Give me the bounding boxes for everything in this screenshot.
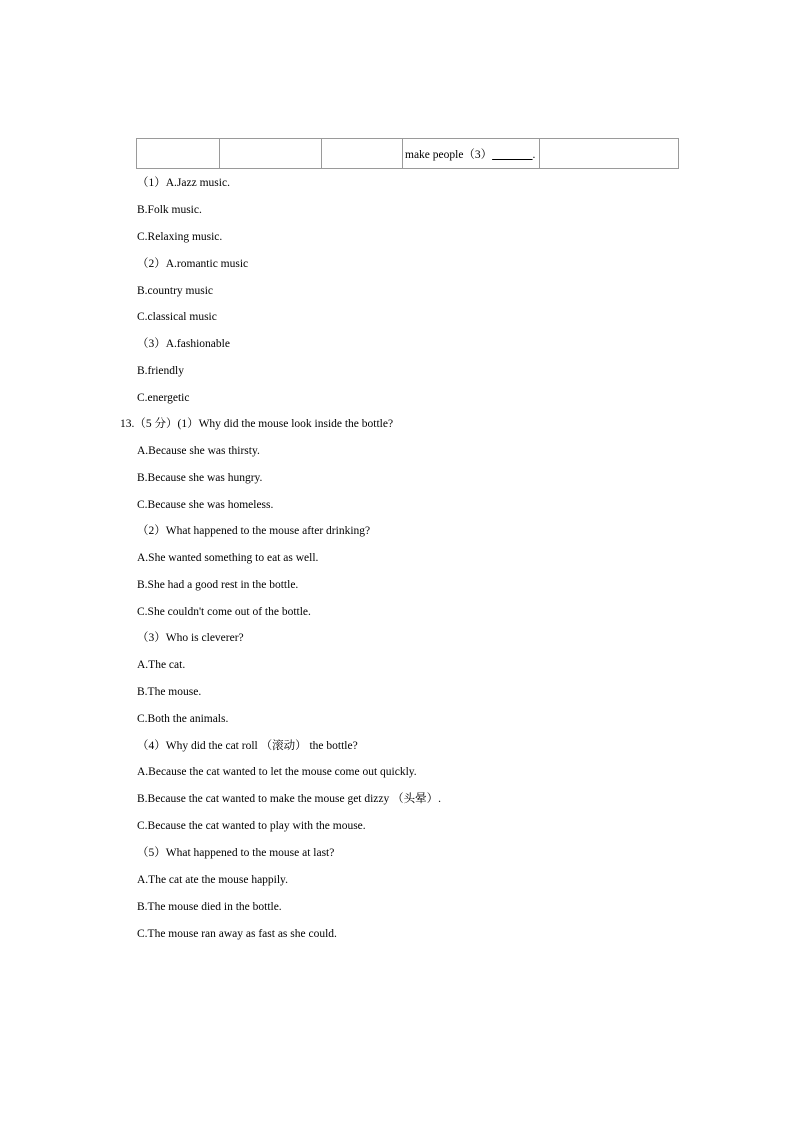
- q13-part3-option-a: A.The cat.: [137, 659, 186, 671]
- table-row: [137, 139, 679, 169]
- table-cell-4: [403, 139, 540, 169]
- q12-part1-option-a: （1）A.Jazz music.: [137, 177, 230, 189]
- q12-part1-option-c: C.Relaxing music.: [137, 231, 223, 243]
- q12-part3-option-c: C.energetic: [137, 392, 190, 404]
- fill-blank: _______: [492, 148, 533, 161]
- q12-part2-option-a: （2）A.romantic music: [137, 258, 249, 270]
- q13-part5-option-a: A.The cat ate the mouse happily.: [137, 874, 288, 886]
- q13-part2-option-b: B.She had a good rest in the bottle.: [137, 579, 299, 591]
- answer-table: [136, 138, 679, 169]
- q13-part5-option-c: C.The mouse ran away as fast as she could.: [137, 928, 337, 940]
- q12-part3-option-a: （3）A.fashionable: [137, 338, 230, 350]
- table-cell-2: [220, 139, 322, 169]
- q13-part4-question: （4）Why did the cat roll （滚动） the bottle?: [137, 740, 358, 752]
- q13-part1-option-b: B.Because she was hungry.: [137, 472, 263, 484]
- q13-part2-option-c: C.She couldn't come out of the bottle.: [137, 606, 311, 618]
- q12-part1-option-b: B.Folk music.: [137, 204, 202, 216]
- q13-part3-option-c: C.Both the animals.: [137, 713, 229, 725]
- q13-part4-option-a: A.Because the cat wanted to let the mouse come out quickly.: [137, 766, 417, 778]
- table-cell-tail: .: [532, 148, 536, 161]
- q13-heading: 13.（5 分）(1）Why did the mouse look inside the bottle?: [120, 418, 394, 430]
- table-cell-text: make people（3）: [405, 148, 493, 161]
- q12-part2-option-b: B.country music: [137, 285, 214, 297]
- table-cell-3: [322, 139, 403, 169]
- q13-part5-question: （5）What happened to the mouse at last?: [137, 847, 335, 859]
- q13-part2-option-a: A.She wanted something to eat as well.: [137, 552, 319, 564]
- q13-part2-question: （2）What happened to the mouse after drinking?: [137, 525, 371, 537]
- q12-part2-option-c: C.classical music: [137, 311, 217, 323]
- q13-part1-option-c: C.Because she was homeless.: [137, 499, 274, 511]
- q13-part3-option-b: B.The mouse.: [137, 686, 202, 698]
- table-cell-5: [540, 139, 679, 169]
- q12-part3-option-b: B.friendly: [137, 365, 184, 377]
- q13-part3-question: （3）Who is cleverer?: [137, 632, 244, 644]
- q13-part5-option-b: B.The mouse died in the bottle.: [137, 901, 282, 913]
- q13-part4-option-c: C.Because the cat wanted to play with the mouse.: [137, 820, 366, 832]
- q13-part4-option-b: B.Because the cat wanted to make the mouse get dizzy （头晕）.: [137, 793, 442, 805]
- table-cell-1: [137, 139, 220, 169]
- q13-part1-option-a: A.Because she was thirsty.: [137, 445, 260, 457]
